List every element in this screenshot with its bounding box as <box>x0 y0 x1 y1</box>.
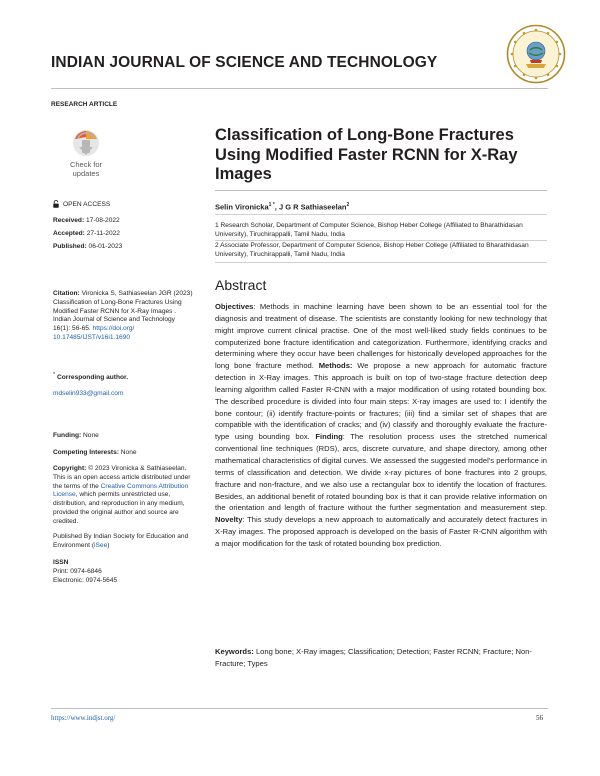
copyright-block <box>53 465 193 527</box>
corresponding-row <box>53 371 193 383</box>
header-divider <box>51 88 548 89</box>
author-1: Selin Vironicka <box>215 202 269 212</box>
open-access-text: OPEN ACCESS <box>63 200 111 208</box>
copyright-post: , which permits unrestricted use, distribution, and reproduction in any medium, provided the original author and source are credited. <box>53 491 185 525</box>
abstract-heading: Abstract <box>215 277 267 293</box>
author-line <box>215 202 349 212</box>
author-2-sup: 2 <box>346 202 350 208</box>
accepted-row <box>53 230 193 239</box>
competing-interests-row <box>53 449 193 458</box>
affiliation-divider <box>215 214 547 215</box>
copyright-label: Copyright: <box>53 465 87 472</box>
accepted-date: 27-11-2022 <box>86 229 120 237</box>
publisher-pre: Published By Indian Society for Education and Environment ( <box>53 533 189 549</box>
competing-interests-label: Competing Interests: <box>53 449 119 456</box>
affiliation-2: 2 Associate Professor, Department of Computer Science, Bishop Heber College (Affiliated to Bharathidasan University), Tiruchirappalli, Tamil Nadu, India <box>215 242 529 258</box>
keywords <box>215 646 547 669</box>
open-access-label <box>53 200 110 208</box>
published-label: Published: <box>53 242 87 250</box>
citation-doi-link[interactable]: https://doi.org/ 10.17485/IJST/v16i1.1690 <box>53 325 135 341</box>
open-lock-icon <box>53 200 59 208</box>
issn-print: Print: 0974-6846 <box>53 567 102 575</box>
page-number: 56 <box>536 714 543 722</box>
methods-text: We propose a new approach for automatic fracture detection in X-Ray images. This approach is built on top of two-stage fracture detection deep learning algorithm called Faster R-CNN with a major modification of using rotated bounding box. The described procedure is divided into four main steps: X-ray images are used to: I identify the bone contour; (ii) identify fracture-points or fractures; (iii) find a similar set of shapes that are compatible with the identification of cracks; and (iv) classify and thoroughly evaluate the fracture-type using bounding box. <box>215 361 547 442</box>
copyright-pre: © 2023 Vironicka & Sathiaseelan. This is an open access article distributed under the terms of the <box>53 465 191 490</box>
issn-label: ISSN <box>53 559 69 566</box>
funding-row <box>53 432 193 441</box>
check-for-updates-icon <box>56 128 116 160</box>
funding-label: Funding: <box>53 432 82 439</box>
objectives-text: : Methods in machine learning have been shown to be an essential tool for the diagnosis and treatment of disease. The scientists are constantly looking for new technology that might improve current clinical practise. One of the most well-liked study fields continues to be computerized bone fracture identification and categorization. Furthermore, identifying cracks and determining where they occur have been challenges for historically developed approaches for the long bone fracture method. <box>215 302 547 371</box>
publisher-block <box>53 533 193 551</box>
keywords-label: Keywords: <box>215 647 254 656</box>
methods-label: Methods: <box>318 361 353 371</box>
competing-interests-value: None <box>120 449 137 456</box>
keywords-text: Long bone; X-Ray images; Classification; Detection; Faster RCNN; Fracture; Non-Fracture; Types <box>215 647 532 668</box>
article-type-label: RESEARCH ARTICLE <box>51 101 118 108</box>
society-seal-logo <box>506 24 566 84</box>
abstract-body <box>215 301 547 550</box>
isee-link[interactable]: iSee <box>94 541 108 549</box>
received-label: Received: <box>53 217 85 224</box>
journal-url-link[interactable]: https://www.indjst.org/ <box>51 714 116 722</box>
corresponding-author-block <box>53 371 193 399</box>
citation-label: Citation: <box>53 290 80 297</box>
journal-title: INDIAN JOURNAL OF SCIENCE AND TECHNOLOGY <box>51 54 438 71</box>
affiliation-divider <box>215 262 547 263</box>
corresponding-label: Corresponding author. <box>56 374 129 382</box>
badge-line-1: Check for <box>69 160 103 169</box>
citation-block <box>53 290 193 343</box>
author-email-link[interactable]: mdselin933@gmail.com <box>53 389 124 397</box>
finding-text: : The resolution process uses the stretched numerical conventional line techniques (RDS), arcs, discrete curvature, and shape directory, among other mathematical characteristics of digital curves. We assessed the suggested model's performance in terms of classification and detection. We divide x-ray pictures of bone fractures into 2 groups, fracture and non-fracture, and we also use a rectangular box to identify the location of fractures. Besides, an additional benefit of rotated bounding box is that it can provide relative information on the orientation and length of fracture without the further segmentation and measurement step. <box>215 432 547 513</box>
issn-electronic: Electronic: 0974-5645 <box>53 576 118 584</box>
corresponding-mark: * <box>53 372 56 378</box>
received-date: 17-08-2022 <box>86 217 120 224</box>
title-divider <box>215 190 547 191</box>
check-for-updates-badge[interactable] <box>56 128 116 186</box>
paper-title: Classification of Long-Bone Fractures Using Modified Faster RCNN for X-Ray Images <box>215 126 518 183</box>
objectives-label: Objectives <box>215 302 254 311</box>
publisher-post: ) <box>107 541 110 549</box>
check-for-updates-label <box>56 160 116 178</box>
footer-divider <box>51 708 548 709</box>
novelty-label: Novelty <box>215 515 243 525</box>
author-1-sup: 1 * <box>268 202 275 208</box>
author-separator: , <box>274 202 279 212</box>
issn-block <box>53 559 193 585</box>
dates-block <box>53 217 193 251</box>
published-date: 06-01-2023 <box>88 242 123 250</box>
published-row <box>53 243 193 252</box>
license-link[interactable]: Creative Commons Attribution License <box>53 482 189 499</box>
received-row <box>53 217 193 226</box>
badge-line-2: updates <box>72 169 100 178</box>
affiliation-1: 1 Research Scholar, Department of Computer Science, Bishop Heber College (Affiliated to Bharathidasan University), Tiruchirappalli, Tamil Nadu, India <box>215 222 523 238</box>
author-2: J G R Sathiaseelan <box>278 202 347 212</box>
citation-text: Vironicka S, Sathiaseelan JGR (2023) Classification of Long-Bone Fractures Using Modified Faster RCNN for X-Ray Images . Indian Journal of Science and Technology 16(1): 56-65. <box>53 290 193 333</box>
funding-value: None <box>83 432 99 439</box>
novelty-text: : This study develops a new approach to automatically and accurately detect fractures in X-Ray images. The proposed approach is developed on the basis of Faster R-CNN algorithm with a major modification for the task of rotated bounding box prediction. <box>215 515 547 548</box>
finding-label: Finding <box>315 432 343 442</box>
accepted-label: Accepted: <box>53 229 85 237</box>
